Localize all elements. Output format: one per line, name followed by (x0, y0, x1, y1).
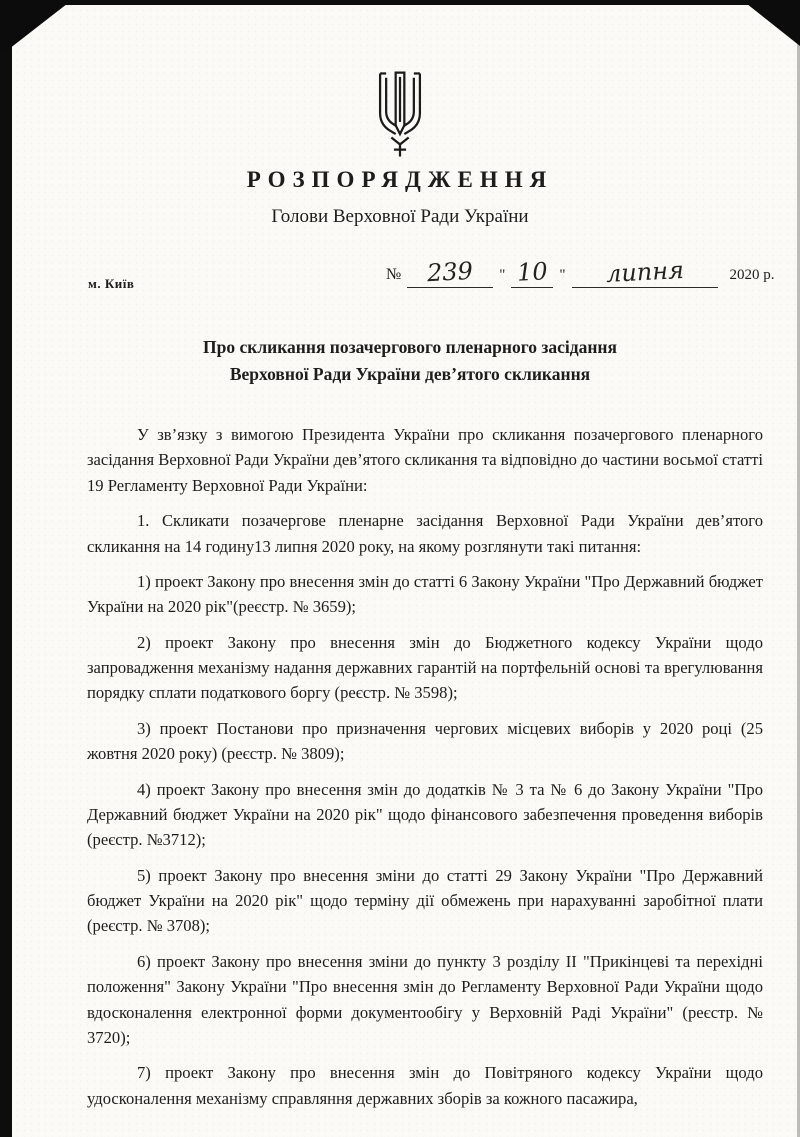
document-title-line-1: Про скликання позачергового пленарного засідання (203, 337, 617, 357)
paragraph-subitem-3: 3) проект Постанови про призначення чергових місцевих виборів у 2020 році (25 жовтня 2020 року) (реєстр. № 3809); (87, 718, 763, 764)
document-title (90, 334, 730, 388)
document-title-line-2: Верховної Ради України дев’ятого скликання (229, 364, 591, 385)
dateline (0, 255, 800, 304)
paragraph-subitem-7: 7) проект Закону про внесення змін до Повітряного кодексу України щодо удосконалення механізму справляння державних зборів за кожного пасажира, (87, 1063, 763, 1108)
date-fields (386, 255, 775, 289)
month-handwritten: липня (604, 255, 685, 289)
year-label: 2020 р. (729, 267, 775, 283)
day-field (511, 258, 553, 288)
issuer-line: Голови Верховної Ради України (271, 206, 529, 227)
paragraph-subitem-5: 5) проект Закону про внесення зміни до статті 29 Закону України "Про Державний бюджет України на 2020 рік" щодо терміну дії обмежень при нарахуванні заробітної плати (реєстр. № 3708); (87, 865, 763, 936)
day-handwritten: 10 (516, 257, 549, 287)
place-label: м. Київ (88, 276, 135, 291)
document-number-field (407, 258, 493, 288)
paragraph-preamble: У зв’язку з вимогою Президента України про скликання позачергового пленарного засідання Верховної Ради України дев’ятого скликання та відповідно до частини восьмої статті 19 Регламенту Верховної Ради України: (87, 425, 763, 495)
paragraph-item-1: 1. Скликати позачергове пленарне засідання Верховної Ради України дев’ятого скликання на 14 годину13 липня 2020 року, на якому розглянути такі питання: (87, 511, 763, 556)
paragraph-subitem-1: 1) проект Закону про внесення змін до статті 6 Закону України "Про Державний бюджет України на 2020 рік"(реєстр. № 3659); (87, 571, 763, 617)
quote-close-mark: " (559, 267, 566, 283)
scan-artifact-corner-top-right (742, 0, 800, 46)
paragraph-subitem-6: 6) проект Закону про внесення зміни до пункту 3 розділу II "Прикінцеві та перехідні положення" Закону України "Про внесення змін до Регламенту Верховної Ради України щодо вдосконалення електронної форми документообігу у Верховній Раді України" (реєстр. № 3720); (87, 951, 763, 1047)
document-number-handwritten: 239 (426, 256, 474, 288)
ukraine-trident-emblem-icon (0, 70, 800, 160)
month-field (572, 255, 718, 289)
document-type-heading: РОЗПОРЯДЖЕННЯ (246, 167, 554, 192)
paragraph-subitem-2: 2) проект Закону про внесення змін до Бюджетного кодексу України щодо запровадження механізму надання державних гарантій на портфельній основі та врегулювання порядку сплати податкового боргу (реєстр. № 3598); (87, 632, 763, 703)
quote-open-mark: " (499, 267, 506, 283)
document-body (87, 422, 763, 1121)
paragraph-subitem-4: 4) проект Закону про внесення змін до додатків № 3 та № 6 до Закону України "Про Державний бюджет України на 2020 рік" щодо фінансового забезпечення проведення виборів (реєстр. №3712); (87, 779, 763, 850)
number-label: № (386, 266, 402, 283)
scan-artifact-top-edge (0, 0, 800, 5)
scan-artifact-corner-top-left (0, 0, 72, 56)
